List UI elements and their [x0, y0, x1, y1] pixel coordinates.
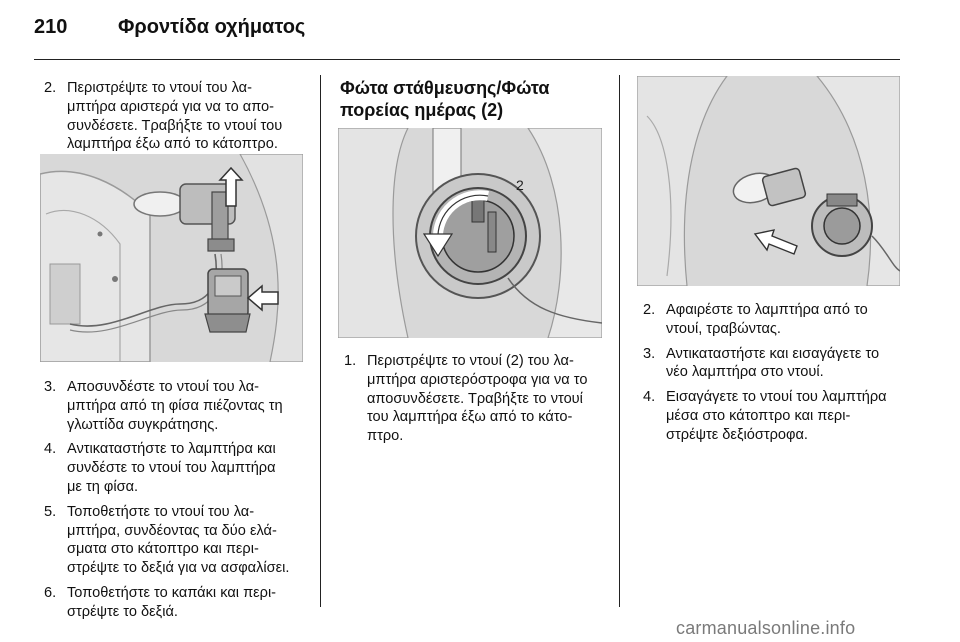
step-item	[643, 345, 905, 383]
watermark: carmanualsonline.info	[676, 618, 856, 638]
step-text-line: στρέψτε το δεξιά.	[67, 603, 178, 620]
step-number: 3.	[643, 345, 656, 362]
step-text-line: σματα στο κάτοπτρο και περι-	[67, 541, 259, 558]
step-item	[643, 388, 905, 444]
step-text-line: γλωττίδα συγκράτησης.	[67, 416, 219, 433]
step-text-line: μπτήρα από τη φίσα πιέζοντας τη	[67, 397, 283, 414]
step-text-line: με τη φίσα.	[67, 478, 139, 495]
step-text-line: Αποσυνδέστε το ντουί του λα-	[67, 379, 260, 395]
step-text-line: Τοποθετήστε το καπάκι και περι-	[67, 584, 277, 601]
step-item	[44, 503, 320, 578]
section-title-line: Φώτα στάθμευσης/Φώτα	[340, 78, 550, 98]
section-title-line: πορείας ημέρας (2)	[340, 100, 504, 120]
step-text-line: μπτήρα, συνδέοντας τα δύο ελά-	[67, 522, 277, 539]
middle-steps	[344, 352, 614, 446]
step-number: 3.	[44, 379, 57, 395]
step-text-line: στρέψτε δεξιόστροφα.	[666, 426, 808, 443]
step-text-line: αποσυνδέσετε. Τραβήξτε το ντουί	[367, 390, 583, 407]
step-text-line: συνδέσετε. Τραβήξτε το ντουί του	[67, 117, 283, 134]
step-number: 4.	[643, 389, 656, 406]
section-title	[340, 77, 610, 121]
step-text-line: Περιστρέψτε το ντουί (2) του λα-	[367, 353, 574, 369]
step-text-line: Αφαιρέστε το λαμπτήρα από το	[666, 302, 868, 318]
step-text-line: Τοποθετήστε το ντουί του λα-	[67, 503, 255, 520]
step-text-line: λαμπτήρα έξω από το κάτοπτρο.	[67, 136, 278, 153]
header-divider	[34, 59, 900, 60]
step-text-line: Εισαγάγετε το ντουί του λαμπτήρα	[666, 389, 887, 406]
step-text-line: Αντικαταστήστε το λαμπτήρα και	[67, 441, 276, 458]
step-item	[344, 352, 614, 446]
bulb-socket-callout: 2	[516, 177, 524, 193]
step-text-line: συνδέστε το ντουί του λαμπτήρα	[67, 460, 276, 477]
step-text-line: μπτήρα αριστερόστροφα για να το	[367, 371, 588, 388]
step-item	[643, 301, 905, 339]
step-item	[44, 440, 320, 496]
step-number: 2.	[643, 302, 656, 318]
step-text-line: Αντικαταστήστε και εισαγάγετε το	[666, 345, 880, 362]
page-title: Φροντίδα οχήματος	[118, 16, 306, 38]
headlamp-bulb-illustration	[40, 154, 303, 362]
column-divider-right	[619, 75, 620, 607]
step-item	[44, 378, 320, 434]
step-number: 2.	[44, 80, 57, 96]
step-number: 1.	[344, 353, 357, 369]
step-text-line: νέο λαμπτήρα στο ντουί.	[666, 364, 824, 381]
step-number: 5.	[44, 503, 57, 520]
step-text-line: του λαμπτήρα έξω από το κάτο-	[367, 409, 573, 426]
step-number: 4.	[44, 441, 57, 458]
step-item	[44, 79, 314, 154]
step-text-line: ντουί, τραβώντας.	[666, 320, 781, 337]
step-text-line: πτρο.	[367, 428, 404, 445]
bulb-removal-illustration	[637, 76, 900, 286]
column-divider-left	[320, 75, 321, 607]
step-item	[44, 584, 320, 622]
step-text-line: στρέψτε το δεξιά για να ασφαλίσει.	[67, 560, 290, 577]
step-number: 6.	[44, 584, 57, 601]
step-text-line: μέσα στο κάτοπτρο και περι-	[666, 407, 851, 424]
page-number: 210	[34, 16, 68, 38]
right-steps	[643, 301, 905, 445]
left-steps-top	[44, 79, 314, 154]
left-steps-bottom	[44, 378, 320, 622]
step-text-line: μπτήρα αριστερά για να το απο-	[67, 98, 275, 115]
step-text-line: Περιστρέψτε το ντουί του λα-	[67, 80, 252, 96]
parking-light-socket-illustration	[338, 128, 602, 338]
